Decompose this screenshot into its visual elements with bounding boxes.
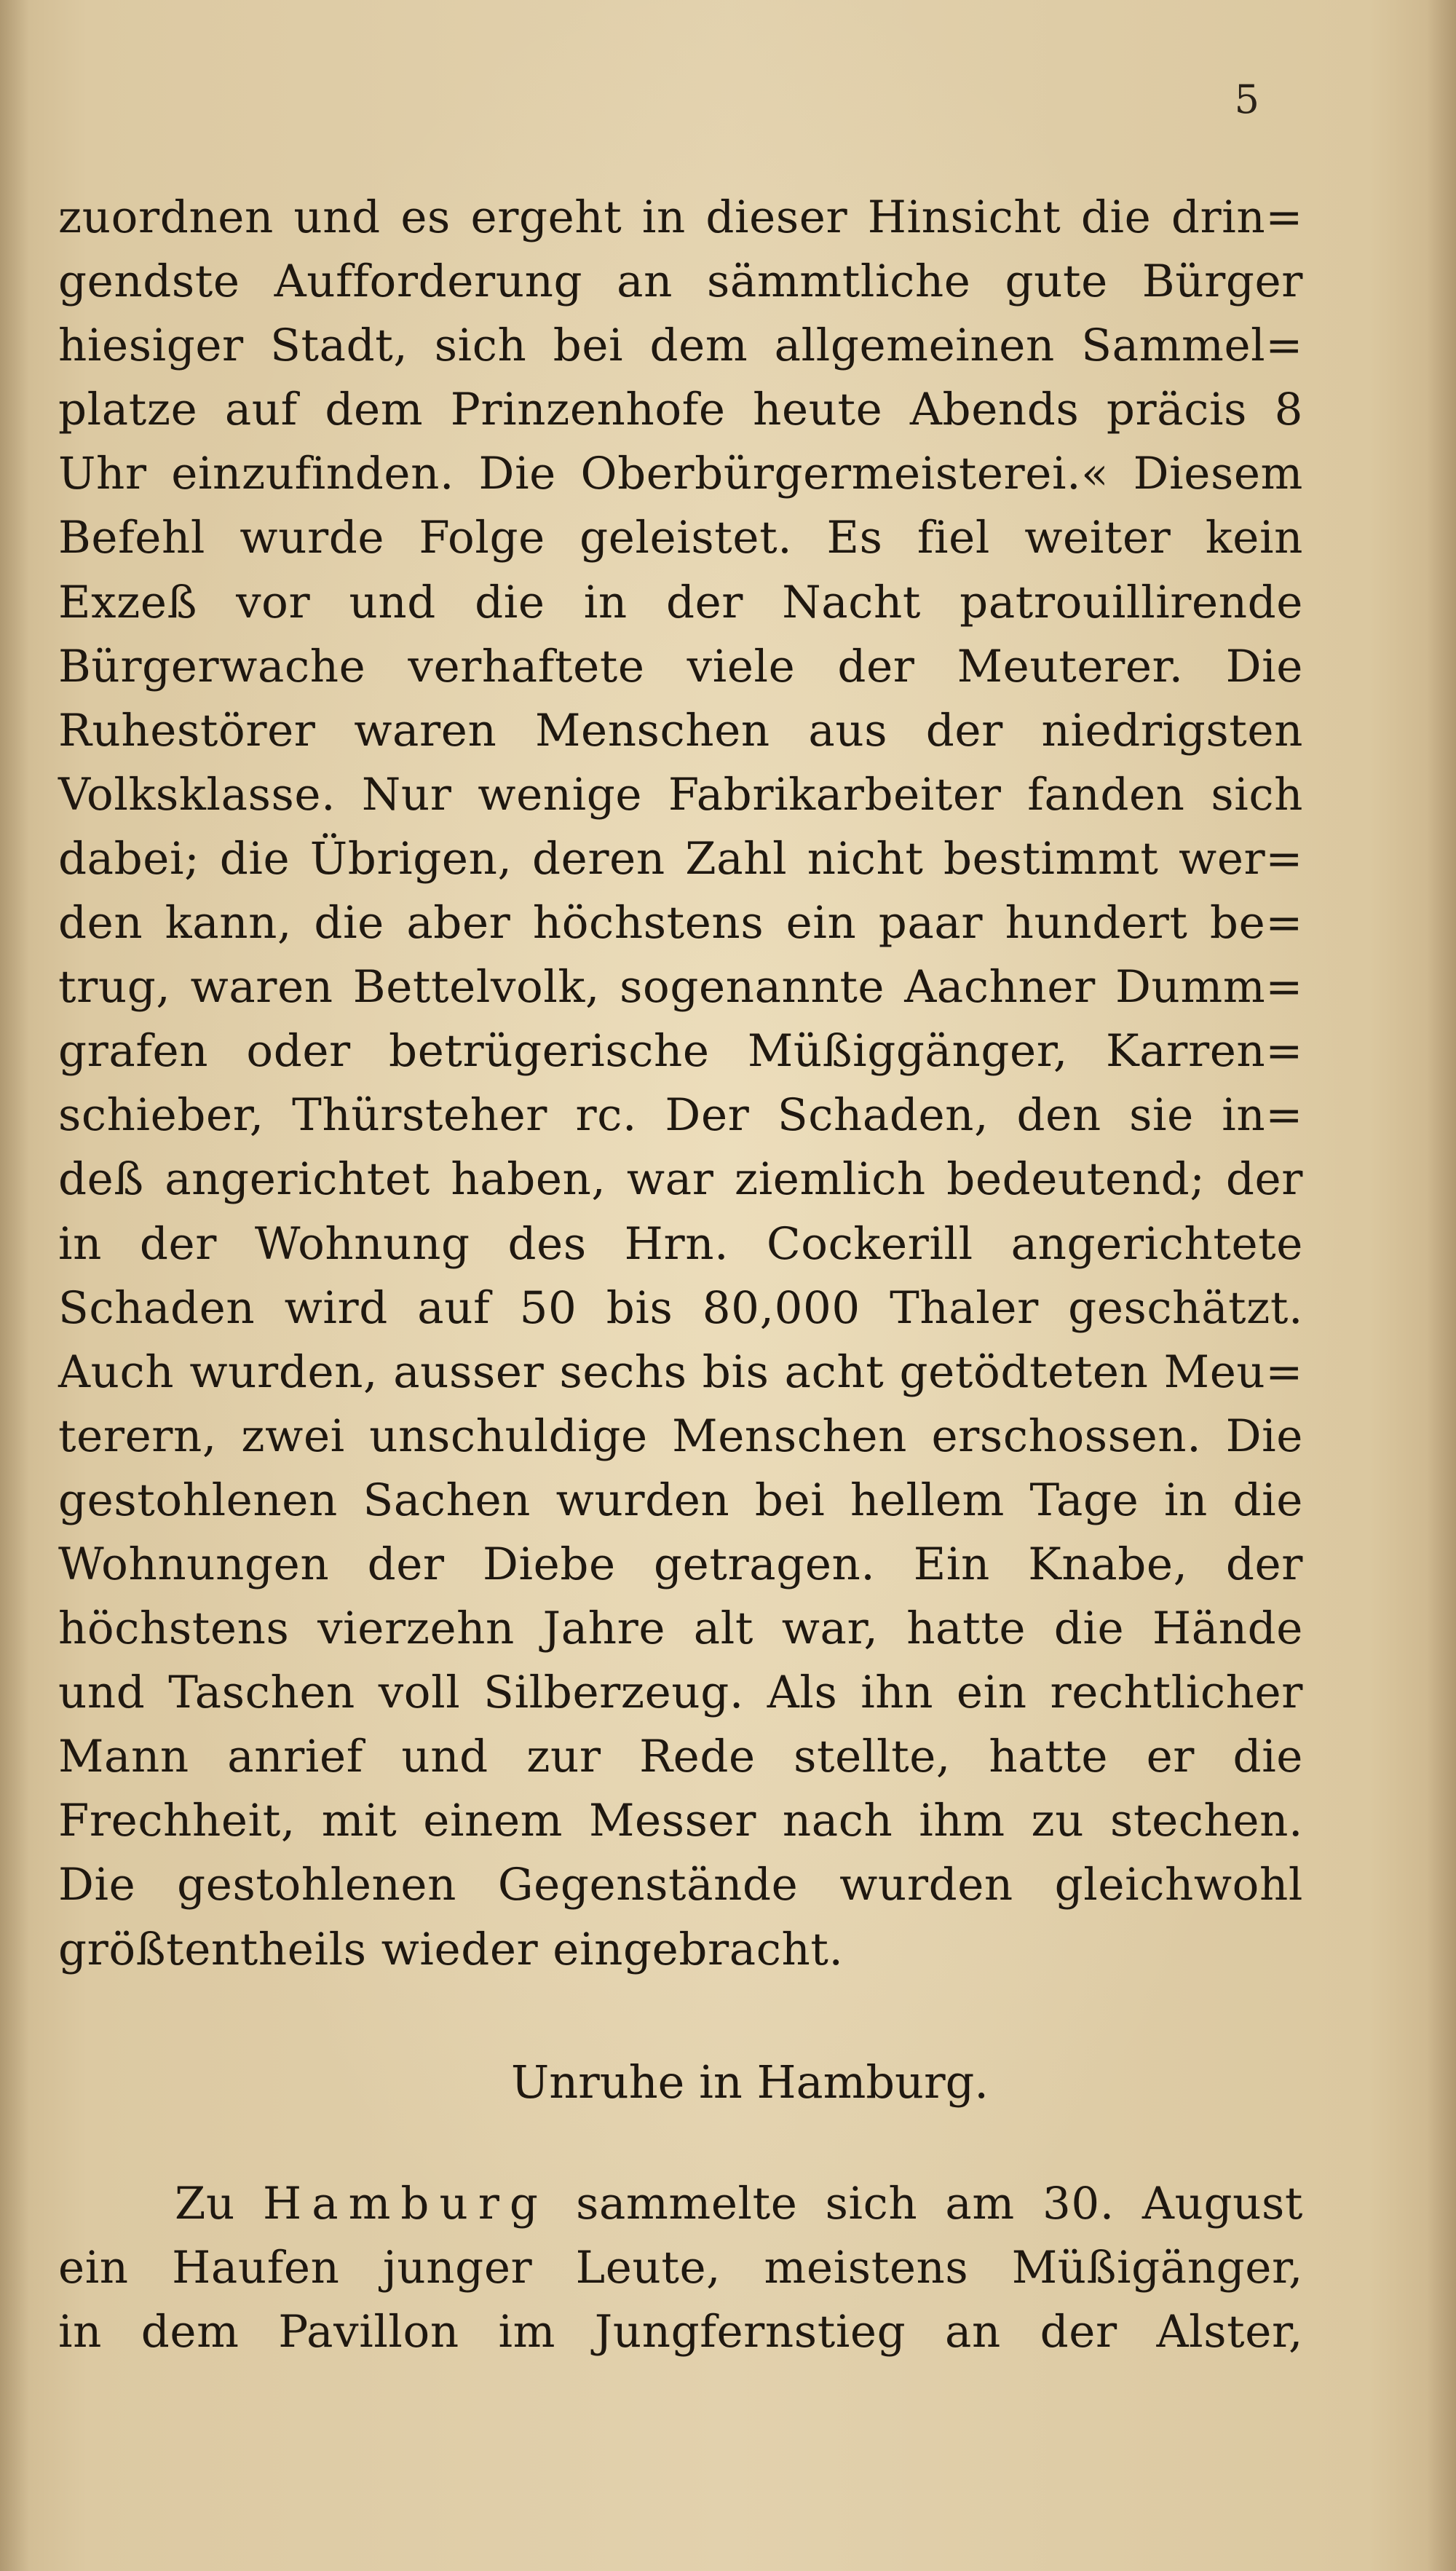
text-line: in der Wohnung des Hrn. Cockerill angerichtete bbox=[58, 1217, 1303, 1270]
text-line: Uhr einzufinden. Die Oberbürgermeisterei.« Diesem bbox=[58, 448, 1303, 500]
lead-prefix: Zu bbox=[175, 2178, 264, 2230]
text-line: Frechheit, mit einem Messer nach ihm zu stechen. bbox=[58, 1795, 1303, 1847]
section-heading bbox=[0, 2053, 1456, 2112]
text-line: dabei; die Übrigen, deren Zahl nicht bestimmt wer= bbox=[58, 832, 1303, 885]
right-page-edge-shadow bbox=[1427, 0, 1456, 2571]
text-line: Wohnungen der Diebe getragen. Ein Knabe, der bbox=[58, 1538, 1303, 1590]
lead-rest: sammelte sich am 30. August bbox=[547, 2178, 1303, 2230]
paragraph-hamburg bbox=[58, 2172, 1303, 2364]
paragraph-continued bbox=[58, 186, 1303, 1982]
text-line: größtentheils wieder eingebracht. bbox=[58, 1923, 844, 1975]
text-line: Schaden wird auf 50 bis 80,000 Thaler geschätzt. bbox=[58, 1281, 1303, 1334]
text-line: Exzeß vor und die in der Nacht patrouillirende bbox=[58, 576, 1303, 628]
left-page-edge-shadow bbox=[0, 0, 29, 2571]
text-line: Bürgerwache verhaftete viele der Meuterer. Die bbox=[58, 640, 1303, 692]
text-line: grafen oder betrügerische Müßiggänger, Karren= bbox=[58, 1025, 1303, 1078]
text-line: Befehl wurde Folge geleistet. Es fiel weiter kein bbox=[58, 512, 1303, 564]
text-line: platze auf dem Prinzenhofe heute Abends präcis 8 bbox=[58, 384, 1303, 436]
text-line: gestohlenen Sachen wurden bei hellem Tage in die bbox=[58, 1474, 1303, 1526]
text-line: Volksklasse. Nur wenige Fabrikarbeiter fanden sich bbox=[58, 768, 1303, 821]
text-line: zuordnen und es ergeht in dieser Hinsicht die drin= bbox=[58, 191, 1303, 243]
text-line: hiesiger Stadt, sich bei dem allgemeinen Sammel= bbox=[58, 320, 1303, 372]
text-line-lead bbox=[58, 2172, 1303, 2236]
text-line: trug, waren Bettelvolk, sogenannte Aachner Dumm= bbox=[58, 961, 1303, 1014]
text-line: in dem Pavillon im Jungfernstieg an der Alster, bbox=[58, 2306, 1303, 2358]
place-name-spaced: Hamburg bbox=[263, 2178, 548, 2230]
text-line: und Taschen voll Silberzeug. Als ihn ein rechtlicher bbox=[58, 1667, 1303, 1719]
page-number: 5 bbox=[1234, 76, 1259, 122]
text-line: deß angerichtet haben, war ziemlich bedeutend; der bbox=[58, 1153, 1303, 1206]
text-line: Auch wurden, ausser sechs bis acht getödteten Meu= bbox=[58, 1346, 1303, 1398]
text-line: schieber, Thürsteher rc. Der Schaden, den sie in= bbox=[58, 1089, 1303, 1142]
text-line: Die gestohlenen Gegenstände wurden gleichwohl bbox=[58, 1859, 1303, 1911]
text-line: höchstens vierzehn Jahre alt war, hatte die Hände bbox=[58, 1603, 1303, 1655]
section-heading-text: Unruhe in Hamburg. bbox=[510, 2055, 989, 2109]
text-line: Mann anrief und zur Rede stellte, hatte er die bbox=[58, 1731, 1303, 1783]
text-line: gendste Aufforderung an sämmtliche gute Bürger bbox=[58, 256, 1303, 308]
text-line: den kann, die aber höchstens ein paar hundert be= bbox=[58, 897, 1303, 949]
text-line: ein Haufen junger Leute, meistens Müßigänger, bbox=[58, 2242, 1303, 2294]
text-line: Ruhestörer waren Menschen aus der niedrigsten bbox=[58, 704, 1303, 757]
text-line: terern, zwei unschuldige Menschen erschossen. Die bbox=[58, 1410, 1303, 1462]
